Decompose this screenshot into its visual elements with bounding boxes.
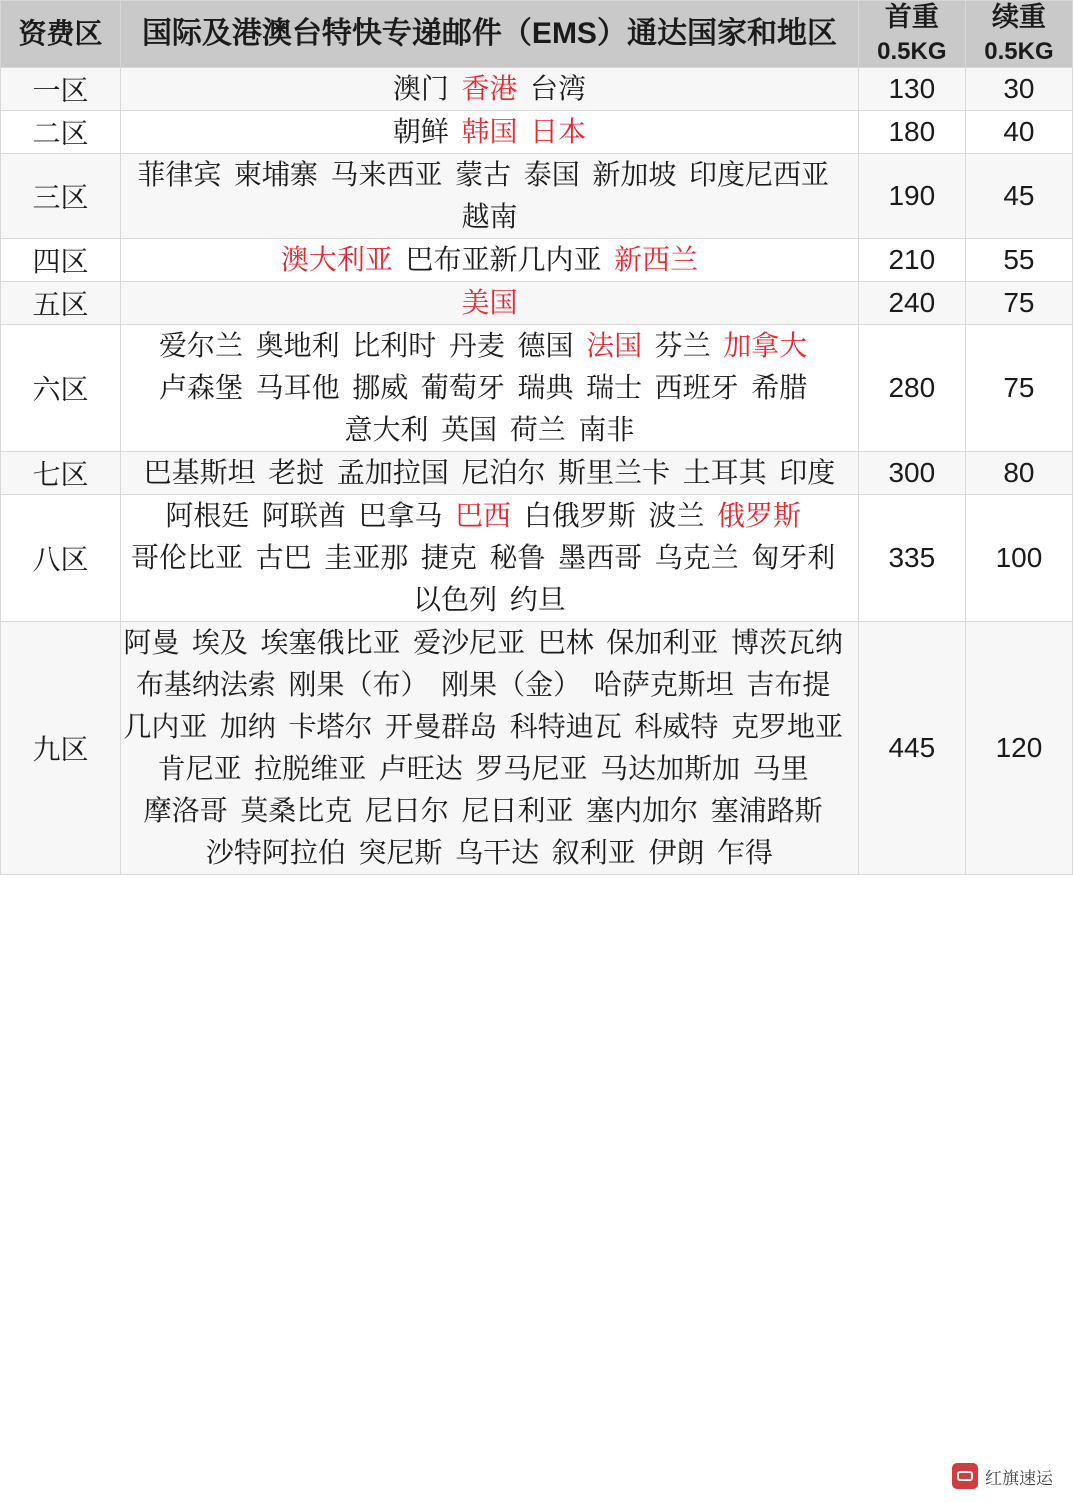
spacer <box>740 748 753 790</box>
zone-cell: 七区 <box>1 451 121 494</box>
spacer <box>312 537 325 579</box>
header-row <box>1 1 1073 68</box>
spacer <box>835 537 848 579</box>
destination-name: 沙特阿拉伯 <box>205 836 346 868</box>
destination-name: 巴基斯坦 <box>143 456 256 488</box>
destination-name: 意大利 <box>344 413 429 445</box>
destination-name: 韩国 <box>461 115 518 147</box>
spacer <box>248 622 261 664</box>
spacer <box>324 452 337 494</box>
zone-cell: 六区 <box>1 324 121 451</box>
destination-name: 孟加拉国 <box>336 456 449 488</box>
spacer <box>276 664 289 706</box>
destination-name: 丹麦 <box>448 329 505 361</box>
destination-name: 巴林 <box>537 626 594 658</box>
spacer <box>545 537 558 579</box>
destinations-cell <box>121 621 859 874</box>
destination-name: 巴布亚新几内亚 <box>405 243 602 275</box>
extra-weight-price: 80 <box>965 451 1072 494</box>
destination-name: 美国 <box>461 286 518 318</box>
destinations-cell <box>121 238 859 281</box>
spacer <box>809 748 822 790</box>
spacer <box>581 664 594 706</box>
destination-name: 秘鲁 <box>489 541 546 573</box>
destination-name: 蒙古 <box>455 158 512 190</box>
destination-name: 埃及 <box>191 626 248 658</box>
destinations-cell <box>121 67 859 110</box>
spacer <box>340 367 353 409</box>
zone-cell: 三区 <box>1 153 121 238</box>
spacer <box>429 409 442 451</box>
spacer <box>594 622 607 664</box>
destination-name: 科威特 <box>634 710 719 742</box>
destination-name: 卢森堡 <box>159 371 244 403</box>
spacer <box>366 748 379 790</box>
table-body <box>1 67 1073 874</box>
destination-name: 墨西哥 <box>558 541 643 573</box>
destination-name: 乍得 <box>716 836 773 868</box>
destination-name: 几内亚 <box>123 710 208 742</box>
destination-name: 马耳他 <box>255 371 340 403</box>
destination-name: 刚果（金） <box>441 668 582 700</box>
spacer <box>517 111 530 153</box>
spacer <box>511 495 524 537</box>
destination-name: 哥伦比亚 <box>131 541 244 573</box>
spacer <box>497 579 510 621</box>
spacer <box>843 706 856 748</box>
destination-name: 突尼斯 <box>358 836 443 868</box>
spacer <box>340 325 353 367</box>
spacer <box>843 622 856 664</box>
spacer <box>718 706 731 748</box>
destination-name: 葡萄牙 <box>420 371 505 403</box>
destination-name: 南非 <box>578 413 635 445</box>
header-extra-weight-label: 续重 <box>991 2 1046 32</box>
destination-name: 马里 <box>752 752 809 784</box>
spacer <box>505 325 518 367</box>
destinations-cell <box>121 451 859 494</box>
destination-name: 伊朗 <box>648 836 705 868</box>
destination-name: 莫桑比克 <box>240 794 353 826</box>
header-first-weight-label: 首重 <box>884 2 939 32</box>
destinations-cell <box>121 494 859 621</box>
spacer <box>207 706 220 748</box>
destination-name: 开曼群岛 <box>385 710 498 742</box>
spacer <box>346 832 359 874</box>
destinations-cell <box>121 281 859 324</box>
destination-name: 尼泊尔 <box>461 456 546 488</box>
extra-weight-price: 100 <box>965 494 1072 621</box>
first-weight-price: 130 <box>858 67 965 110</box>
spacer <box>436 325 449 367</box>
destination-name: 新加坡 <box>592 158 677 190</box>
spacer <box>704 832 717 874</box>
spacer <box>243 367 256 409</box>
destination-name: 巴拿马 <box>358 499 443 531</box>
spacer <box>573 367 586 409</box>
destination-name: 卢旺达 <box>378 752 463 784</box>
spacer <box>807 367 820 409</box>
spacer <box>517 68 530 110</box>
spacer <box>642 367 655 409</box>
destination-name: 澳门 <box>392 72 449 104</box>
destination-name: 荷兰 <box>509 413 566 445</box>
spacer <box>573 325 586 367</box>
extra-weight-price: 30 <box>965 67 1072 110</box>
destination-name: 以色列 <box>413 583 498 615</box>
destination-name: 泰国 <box>523 158 580 190</box>
spacer <box>807 325 820 367</box>
destination-name: 西班牙 <box>654 371 739 403</box>
extra-weight-price: 120 <box>965 621 1072 874</box>
spacer <box>505 367 518 409</box>
destination-name: 澳大利亚 <box>280 243 393 275</box>
first-weight-price: 240 <box>858 281 965 324</box>
mail-icon <box>952 1463 978 1489</box>
spacer <box>393 239 406 281</box>
zone-cell: 八区 <box>1 494 121 621</box>
header-first-weight-unit: 0.5KG <box>877 37 947 65</box>
destination-name: 爱尔兰 <box>159 329 244 361</box>
spacer <box>587 748 600 790</box>
spacer <box>622 706 635 748</box>
spacer <box>242 748 255 790</box>
table-row <box>1 494 1073 621</box>
destination-name: 白俄罗斯 <box>523 499 636 531</box>
spacer <box>497 706 510 748</box>
destination-name: 希腊 <box>751 371 808 403</box>
spacer <box>477 537 490 579</box>
destination-name: 加纳 <box>219 710 276 742</box>
destination-name: 奥地利 <box>255 329 340 361</box>
destination-name: 波兰 <box>648 499 705 531</box>
destination-name: 印度尼西亚 <box>688 158 829 190</box>
spacer <box>718 622 731 664</box>
spacer <box>221 154 234 196</box>
destination-name: 圭亚那 <box>324 541 409 573</box>
spacer <box>636 832 649 874</box>
destination-name: 马来西亚 <box>330 158 443 190</box>
destination-name: 加拿大 <box>723 329 808 361</box>
spacer <box>276 706 289 748</box>
spacer <box>346 495 359 537</box>
destination-name: 埃塞俄比亚 <box>260 626 401 658</box>
header-extra-weight-unit: 0.5KG <box>984 37 1054 65</box>
table-row <box>1 281 1073 324</box>
spacer <box>463 748 476 790</box>
spacer <box>256 452 269 494</box>
destination-name: 乌干达 <box>455 836 540 868</box>
destination-name: 德国 <box>517 329 574 361</box>
spacer <box>429 664 442 706</box>
destination-name: 约旦 <box>509 583 566 615</box>
zone-cell: 五区 <box>1 281 121 324</box>
spacer <box>580 154 593 196</box>
destination-name: 哈萨克斯坦 <box>593 668 734 700</box>
spacer <box>352 790 365 832</box>
table-row <box>1 451 1073 494</box>
spacer <box>443 832 456 874</box>
destination-name: 越南 <box>461 200 518 232</box>
spacer <box>408 367 421 409</box>
destination-name: 科特迪瓦 <box>509 710 622 742</box>
spacer <box>545 452 558 494</box>
destination-name: 朝鲜 <box>392 115 449 147</box>
watermark-label: 红旗速运 <box>985 1468 1053 1488</box>
spacer <box>373 706 386 748</box>
spacer <box>829 154 842 196</box>
first-weight-price: 180 <box>858 110 965 153</box>
destination-name: 博茨瓦纳 <box>730 626 843 658</box>
first-weight-price: 335 <box>858 494 965 621</box>
first-weight-price: 280 <box>858 324 965 451</box>
destination-name: 古巴 <box>255 541 312 573</box>
destination-name: 捷克 <box>420 541 477 573</box>
extra-weight-price: 55 <box>965 238 1072 281</box>
destination-name: 瑞士 <box>586 371 643 403</box>
destination-name: 日本 <box>530 115 587 147</box>
destination-name: 塞浦路斯 <box>710 794 823 826</box>
first-weight-price: 300 <box>858 451 965 494</box>
destination-name: 叙利亚 <box>551 836 636 868</box>
first-weight-price: 210 <box>858 238 965 281</box>
destination-name: 柬埔寨 <box>233 158 318 190</box>
spacer <box>318 154 331 196</box>
destination-name: 比利时 <box>352 329 437 361</box>
spacer <box>801 495 814 537</box>
destination-name: 英国 <box>441 413 498 445</box>
spacer <box>249 495 262 537</box>
spacer <box>228 790 241 832</box>
spacer <box>179 622 192 664</box>
first-weight-price: 445 <box>858 621 965 874</box>
first-weight-price: 190 <box>858 153 965 238</box>
destination-name: 斯里兰卡 <box>558 456 671 488</box>
destinations-cell <box>121 110 859 153</box>
spacer <box>497 409 510 451</box>
destination-name: 俄罗斯 <box>716 499 801 531</box>
destination-name: 阿根廷 <box>165 499 250 531</box>
spacer <box>642 325 655 367</box>
spacer <box>739 367 752 409</box>
spacer <box>601 239 614 281</box>
table-header <box>1 1 1073 68</box>
destination-name: 乌克兰 <box>654 541 739 573</box>
table-row <box>1 621 1073 874</box>
spacer <box>443 154 456 196</box>
destinations-cell <box>121 153 859 238</box>
destinations-cell <box>121 324 859 451</box>
spacer <box>408 537 421 579</box>
zone-cell: 四区 <box>1 238 121 281</box>
spacer <box>711 325 724 367</box>
spacer <box>670 452 683 494</box>
destination-name: 刚果（布） <box>288 668 429 700</box>
destination-name: 新西兰 <box>614 243 699 275</box>
spacer <box>449 790 462 832</box>
spacer <box>449 111 462 153</box>
spacer <box>739 537 752 579</box>
extra-weight-price: 75 <box>965 324 1072 451</box>
destination-name: 布基纳法索 <box>135 668 276 700</box>
destination-name: 罗马尼亚 <box>475 752 588 784</box>
header-zone: 资费区 <box>1 1 121 68</box>
zone-cell: 九区 <box>1 621 121 874</box>
destination-name: 匈牙利 <box>751 541 836 573</box>
spacer <box>539 832 552 874</box>
destination-name: 阿联酋 <box>261 499 346 531</box>
destination-name: 克罗地亚 <box>730 710 843 742</box>
spacer <box>449 452 462 494</box>
destination-name: 塞内加尔 <box>586 794 699 826</box>
destination-name: 阿曼 <box>123 626 180 658</box>
destination-name: 尼日尔 <box>364 794 449 826</box>
spacer <box>566 409 579 451</box>
zone-cell: 一区 <box>1 67 121 110</box>
spacer <box>401 622 414 664</box>
extra-weight-price: 75 <box>965 281 1072 324</box>
destination-name: 吉布提 <box>746 668 831 700</box>
header-destinations: 国际及港澳台特快专递邮件（EMS）通达国家和地区 <box>121 1 859 68</box>
destination-name: 印度 <box>779 456 836 488</box>
destination-name: 爱沙尼亚 <box>413 626 526 658</box>
destination-name: 台湾 <box>530 72 587 104</box>
header-first-weight <box>858 1 965 68</box>
table-row <box>1 324 1073 451</box>
spacer <box>636 495 649 537</box>
destination-name: 老挝 <box>268 456 325 488</box>
zone-cell: 二区 <box>1 110 121 153</box>
spacer <box>511 154 524 196</box>
spacer <box>734 664 747 706</box>
destination-name: 巴西 <box>455 499 512 531</box>
spacer <box>823 790 836 832</box>
destination-name: 摩洛哥 <box>143 794 228 826</box>
spacer <box>830 664 843 706</box>
table-row <box>1 110 1073 153</box>
spacer <box>642 537 655 579</box>
spacer <box>698 790 711 832</box>
destination-name: 尼日利亚 <box>461 794 574 826</box>
destination-name: 瑞典 <box>517 371 574 403</box>
table-row <box>1 67 1073 110</box>
destination-name: 肯尼亚 <box>157 752 242 784</box>
destination-name: 保加利亚 <box>606 626 719 658</box>
spacer <box>573 790 586 832</box>
destination-name: 香港 <box>461 72 518 104</box>
watermark-badge <box>946 1459 1059 1493</box>
extra-weight-price: 45 <box>965 153 1072 238</box>
destination-name: 法国 <box>586 329 643 361</box>
spacer <box>704 495 717 537</box>
spacer <box>443 495 456 537</box>
extra-weight-price: 40 <box>965 110 1072 153</box>
destination-name: 拉脱维亚 <box>254 752 367 784</box>
destination-name: 菲律宾 <box>137 158 222 190</box>
spacer <box>449 68 462 110</box>
table-row <box>1 238 1073 281</box>
spacer <box>243 325 256 367</box>
spacer <box>525 622 538 664</box>
destination-name: 卡塔尔 <box>288 710 373 742</box>
destination-name: 挪威 <box>352 371 409 403</box>
spacer <box>676 154 689 196</box>
table-row <box>1 153 1073 238</box>
destination-name: 土耳其 <box>682 456 767 488</box>
spacer <box>767 452 780 494</box>
destination-name: 芬兰 <box>654 329 711 361</box>
spacer <box>243 537 256 579</box>
destination-name: 马达加斯加 <box>600 752 741 784</box>
header-extra-weight <box>965 1 1072 68</box>
